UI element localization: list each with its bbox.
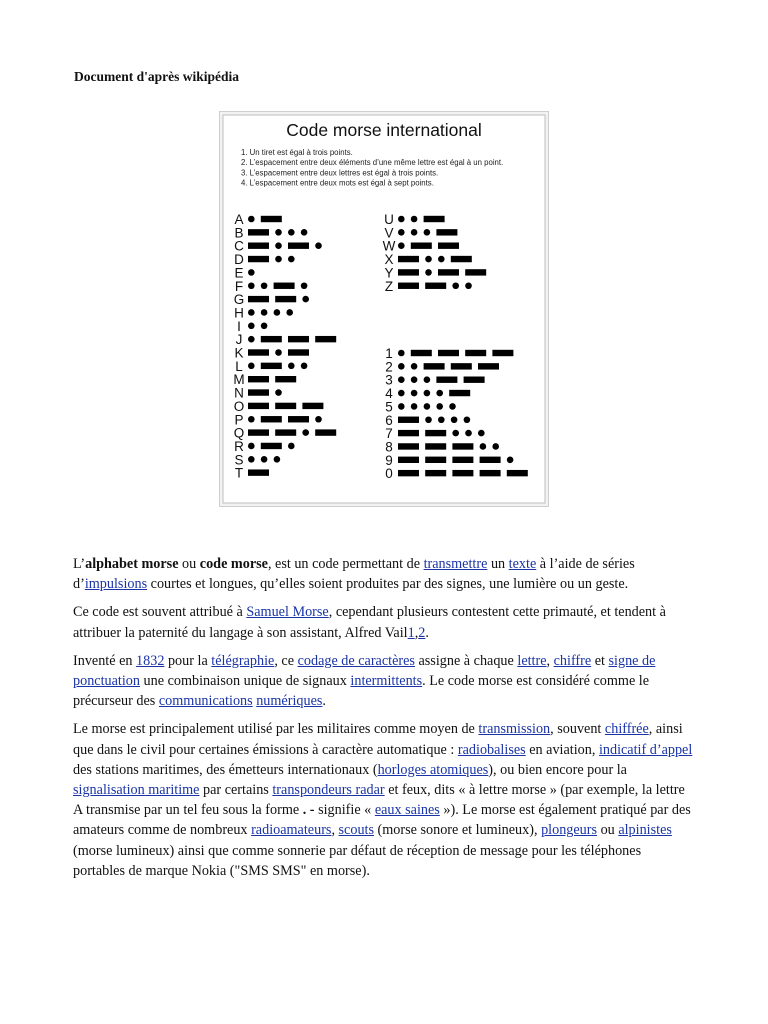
morse-dash	[452, 443, 473, 449]
wiki-link[interactable]: codage de caractères	[297, 652, 415, 669]
morse-dash	[275, 376, 296, 382]
figure-rule: 2. L’espacement entre deux éléments d’une même lettre est égal à un point.	[241, 158, 504, 168]
text-run: . Le code morse est considéré comme le précurseur des	[73, 673, 650, 710]
morse-dash	[261, 363, 282, 369]
text-run: ,	[331, 822, 339, 839]
morse-code-figure	[219, 111, 549, 507]
morse-dash	[492, 350, 513, 356]
morse-character: G	[233, 292, 245, 308]
morse-character: Z	[384, 278, 394, 294]
morse-dash	[261, 443, 282, 449]
morse-dot	[411, 229, 418, 236]
morse-dash	[478, 363, 499, 369]
text-run: et	[591, 652, 609, 669]
morse-dot	[315, 416, 322, 423]
wiki-link[interactable]: impulsions	[84, 576, 148, 593]
morse-dash	[275, 403, 296, 409]
morse-dot	[275, 242, 282, 249]
morse-character: L	[235, 358, 243, 374]
morse-dot	[411, 216, 418, 223]
wiki-link[interactable]: lettre	[517, 652, 547, 669]
morse-dot	[248, 443, 255, 450]
morse-dash	[464, 377, 485, 383]
morse-dot	[261, 323, 268, 330]
morse-character: P	[234, 412, 244, 428]
morse-dot	[288, 363, 295, 370]
text-run: »). Le morse est également pratiqué par des amateurs comme de nombreux	[73, 802, 691, 839]
morse-dash	[261, 216, 282, 222]
morse-dot	[398, 229, 405, 236]
morse-character: Y	[384, 265, 394, 281]
morse-dot	[274, 309, 281, 316]
text-run: pour la	[164, 652, 212, 669]
morse-dash	[449, 390, 470, 396]
morse-dot	[411, 376, 418, 383]
morse-character: D	[234, 252, 244, 268]
morse-dot	[398, 403, 405, 410]
morse-dot	[480, 443, 487, 450]
wiki-link[interactable]: chiffre	[553, 652, 592, 669]
morse-dot	[275, 349, 282, 356]
text-run: une combinaison unique de signaux	[139, 673, 351, 690]
morse-dash	[425, 470, 446, 476]
wiki-link[interactable]: alpinistes	[618, 822, 672, 839]
morse-character: F	[234, 278, 244, 294]
morse-dash	[425, 457, 446, 463]
text-run: , est un code permettant de	[267, 556, 424, 572]
morse-dash	[248, 256, 269, 262]
morse-dash	[398, 256, 419, 262]
text-run: à l’aide de séries d’	[73, 556, 635, 593]
morse-dash	[315, 336, 336, 342]
morse-character: 6	[385, 412, 393, 428]
morse-dot	[398, 242, 405, 249]
text-run: L’	[73, 556, 86, 572]
morse-dash	[398, 470, 419, 476]
text-run: .	[425, 624, 429, 641]
morse-dot	[492, 443, 499, 450]
text-run: ,	[546, 652, 554, 669]
morse-dot	[275, 229, 282, 236]
text-run: (morse lumineux) ainsi que comme sonnerie par défaut de réception de message pour les téléphones portables de marque Nokia ("SMS SMS" en morse).	[73, 842, 642, 879]
morse-character: V	[384, 225, 394, 241]
morse-dash	[248, 296, 269, 302]
wiki-link[interactable]: numériques	[256, 693, 323, 710]
morse-character: 1	[385, 346, 393, 361]
morse-dash	[411, 243, 432, 249]
figure-rule: 1. Un tiret est égal à trois points.	[241, 148, 353, 157]
morse-dot	[398, 216, 405, 223]
morse-dash	[424, 363, 445, 369]
morse-dot	[438, 256, 445, 263]
morse-dash	[261, 336, 282, 342]
morse-character: B	[234, 225, 244, 241]
morse-dash	[438, 269, 459, 275]
morse-dot	[507, 457, 514, 464]
morse-dot	[452, 430, 459, 437]
text-run: ,	[414, 624, 419, 641]
morse-character: K	[234, 345, 244, 361]
morse-dash	[452, 470, 473, 476]
morse-character: E	[234, 265, 244, 281]
text-run: en aviation,	[525, 741, 599, 758]
morse-dash	[425, 430, 446, 436]
morse-character: H	[234, 305, 244, 321]
morse-dot	[248, 363, 255, 370]
text-run: et feux, dits « à lettre morse » (par exemple, la lettre A transmise par un tel feu sous la forme	[73, 782, 685, 819]
wiki-link[interactable]: texte	[508, 556, 537, 572]
morse-dash	[398, 430, 419, 436]
morse-dot	[424, 229, 431, 236]
morse-dash	[275, 429, 296, 435]
morse-dash	[288, 336, 309, 342]
morse-character: I	[237, 318, 241, 334]
wiki-link[interactable]: communications	[158, 693, 253, 710]
text-run: par certains	[199, 782, 273, 799]
article-paragraph	[73, 554, 695, 594]
figure-title: Code morse international	[286, 120, 482, 140]
morse-dot	[424, 390, 431, 397]
morse-dash	[302, 403, 323, 409]
morse-dot	[436, 403, 443, 410]
morse-dot	[275, 256, 282, 263]
document-heading: Document d'après wikipédia	[74, 69, 240, 84]
wiki-link[interactable]: intermittents	[350, 673, 423, 690]
morse-dash	[275, 296, 296, 302]
article-paragraph	[73, 651, 695, 712]
morse-dot	[425, 416, 432, 423]
morse-dash	[261, 416, 282, 422]
morse-dot	[248, 309, 255, 316]
morse-character: 0	[385, 466, 393, 482]
morse-character: N	[234, 385, 244, 401]
wiki-link[interactable]: télégraphie	[211, 652, 275, 669]
article-paragraph	[73, 602, 695, 642]
morse-dot	[424, 376, 431, 383]
morse-character: R	[234, 438, 244, 454]
morse-dash	[288, 349, 309, 355]
morse-dot	[302, 296, 309, 303]
morse-character: A	[234, 212, 244, 227]
morse-dot	[411, 390, 418, 397]
wiki-link[interactable]: signalisation maritime	[73, 782, 200, 799]
wiki-link[interactable]: eaux saines	[374, 802, 440, 819]
morse-dot	[478, 430, 485, 437]
wiki-link[interactable]: scouts	[338, 822, 374, 839]
morse-dash	[248, 469, 269, 475]
morse-character: 9	[385, 452, 393, 468]
wiki-link[interactable]: Samuel Morse	[246, 604, 329, 621]
text-run: ou	[178, 556, 200, 572]
morse-dash	[248, 229, 269, 235]
text-run: courtes et longues, qu’elles soient produites par des signes, une lumière ou un geste.	[147, 576, 629, 593]
text-run: des stations maritimes, des émetteurs internationaux (	[73, 761, 378, 778]
morse-character: 8	[385, 439, 393, 455]
morse-dot	[288, 256, 295, 263]
morse-dash	[465, 350, 486, 356]
morse-dash	[398, 417, 419, 423]
morse-dash	[398, 283, 419, 289]
morse-character: M	[233, 372, 245, 388]
morse-dot	[449, 403, 456, 410]
morse-character: 2	[385, 359, 393, 375]
morse-dot	[248, 323, 255, 330]
morse-dash	[452, 457, 473, 463]
wiki-link[interactable]: 2	[418, 624, 426, 641]
morse-dot	[261, 309, 268, 316]
morse-dot	[274, 456, 281, 463]
morse-dot	[315, 242, 322, 249]
morse-dot	[436, 390, 443, 397]
morse-dash	[451, 256, 472, 262]
wiki-link[interactable]: chiffrée	[604, 721, 649, 738]
wiki-link[interactable]: signe de ponctuation	[73, 652, 656, 690]
morse-character: S	[234, 452, 244, 468]
text-run: , ainsi que dans le civil pour certaines émissions à caractère automatique :	[73, 721, 683, 758]
wiki-link[interactable]: indicatif d’appel	[598, 741, 693, 758]
morse-dot	[248, 216, 255, 223]
morse-dot	[451, 416, 458, 423]
morse-character: C	[234, 238, 244, 254]
article-paragraph	[73, 719, 695, 881]
morse-dot	[411, 363, 418, 370]
morse-dot	[288, 443, 295, 450]
morse-dash	[248, 389, 269, 395]
morse-dash	[425, 443, 446, 449]
morse-dot	[301, 229, 308, 236]
morse-dot	[465, 430, 472, 437]
figure-rule: 4. L’espacement entre deux mots est égal à sept points.	[241, 178, 434, 188]
morse-dash	[274, 283, 295, 289]
morse-dash	[288, 416, 309, 422]
morse-dot	[398, 363, 405, 370]
morse-character: O	[233, 398, 245, 414]
morse-dot	[302, 429, 309, 436]
bold-term: alphabet morse	[85, 556, 179, 572]
morse-character: W	[382, 238, 396, 254]
text-run: un	[487, 556, 509, 572]
morse-dot	[424, 403, 431, 410]
morse-dash	[398, 443, 419, 449]
morse-dot	[452, 282, 459, 289]
morse-dash	[480, 470, 501, 476]
morse-dot	[398, 390, 405, 397]
morse-dash	[288, 243, 309, 249]
morse-character: Q	[233, 425, 245, 441]
text-run: .	[322, 693, 326, 710]
morse-dot	[275, 389, 282, 396]
morse-dash	[424, 216, 445, 222]
wiki-link[interactable]: transpondeurs radar	[272, 782, 385, 799]
morse-dash	[436, 377, 457, 383]
text-run: Ce code est souvent attribué à	[73, 604, 247, 621]
wiki-link[interactable]: transmettre	[423, 556, 488, 572]
morse-dash	[248, 243, 269, 249]
text-run: ou	[597, 822, 619, 839]
morse-dash	[480, 457, 501, 463]
morse-dot	[261, 282, 268, 289]
bold-term: code morse	[199, 556, 268, 572]
morse-dash	[465, 269, 486, 275]
wiki-link[interactable]: 1	[407, 624, 415, 641]
wiki-link[interactable]: horloges atomiques	[377, 761, 489, 778]
morse-dot	[301, 282, 308, 289]
article-body	[73, 554, 695, 889]
morse-dash	[436, 229, 457, 235]
morse-dot	[465, 282, 472, 289]
bold-term: . -	[302, 802, 319, 819]
morse-dash	[507, 470, 528, 476]
morse-character: 4	[385, 386, 393, 402]
morse-character: 3	[385, 372, 393, 388]
morse-dot	[286, 309, 293, 316]
wiki-link[interactable]: radiobalises	[457, 741, 526, 758]
morse-dot	[411, 403, 418, 410]
morse-dash	[248, 376, 269, 382]
morse-dash	[411, 350, 432, 356]
wiki-link[interactable]: transmission	[478, 721, 551, 738]
morse-character: T	[234, 465, 244, 481]
text-run: , cependant plusieurs contestent cette primauté, et tendent à attribuer la paternité du langage à son assistant, Alfred Vail	[73, 604, 666, 641]
morse-dash	[248, 349, 269, 355]
morse-dot	[248, 336, 255, 343]
morse-character: 5	[385, 399, 393, 415]
morse-character: U	[384, 212, 394, 227]
morse-dot	[398, 350, 405, 357]
morse-dot	[248, 416, 255, 423]
text-run: ), ou bien encore pour la	[488, 761, 627, 778]
wiki-link[interactable]: 1832	[136, 652, 165, 669]
morse-dash	[438, 350, 459, 356]
morse-dot	[464, 416, 471, 423]
morse-dot	[301, 363, 308, 370]
morse-dot	[248, 282, 255, 289]
morse-dot	[288, 229, 295, 236]
morse-dash	[315, 429, 336, 435]
text-run: Le morse est principalement utilisé par les militaires comme moyen de	[73, 721, 479, 738]
figure-rule: 3. L’espacement entre deux lettres est égal à trois points.	[241, 168, 439, 178]
text-run: , souvent	[550, 721, 605, 738]
morse-dot	[398, 376, 405, 383]
morse-dash	[451, 363, 472, 369]
text-run: assigne à chaque	[414, 652, 518, 669]
morse-dash	[248, 429, 269, 435]
morse-dash	[425, 283, 446, 289]
morse-dot	[248, 269, 255, 276]
morse-dot	[261, 456, 268, 463]
text-run: , ce	[274, 652, 298, 669]
morse-dash	[248, 403, 269, 409]
text-run: signifie «	[318, 802, 375, 819]
morse-dot	[248, 456, 255, 463]
text-run: Inventé en	[73, 652, 137, 669]
wiki-link[interactable]: radioamateurs	[251, 822, 332, 839]
morse-dot	[438, 416, 445, 423]
wiki-link[interactable]: plongeurs	[541, 822, 598, 839]
morse-dash	[398, 269, 419, 275]
morse-dot	[425, 269, 432, 276]
morse-character: 7	[385, 426, 393, 442]
morse-dot	[425, 256, 432, 263]
morse-character: X	[384, 252, 394, 268]
morse-character: J	[235, 332, 243, 348]
morse-dash	[398, 457, 419, 463]
morse-dash	[438, 243, 459, 249]
text-run: (morse sonore et lumineux),	[374, 822, 542, 839]
